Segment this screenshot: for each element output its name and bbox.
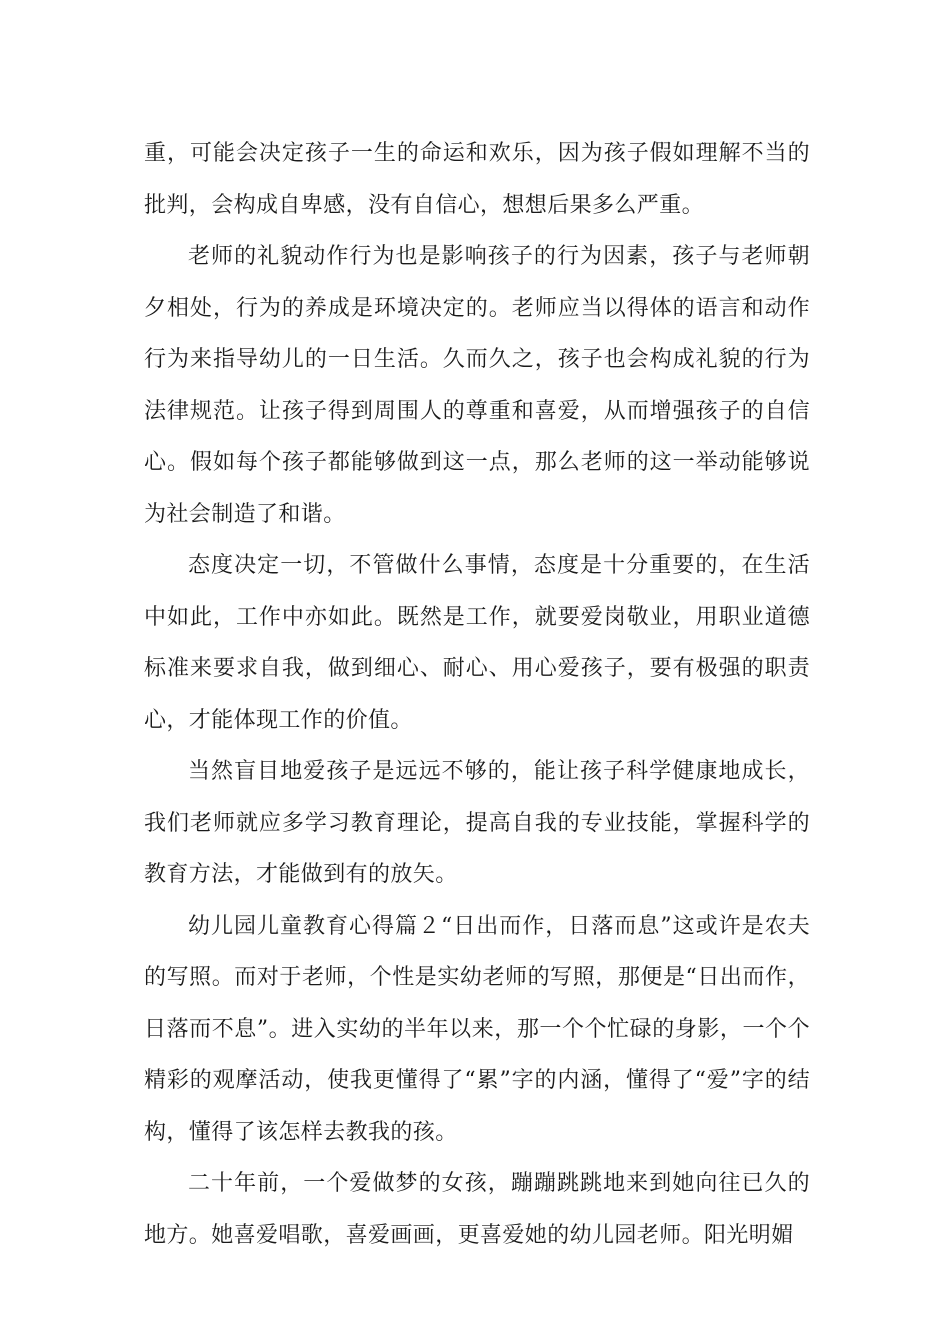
paragraph-attitude: 态度决定一切，不管做什么事情，态度是十分重要的，在生活中如此，工作中亦如此。既然是工作，就要爱岗敬业，用职业道德标准来要求自我，做到细心、耐心、用心爱孩子，要有极强的职责心，才能体现工作的价值。 [144, 553, 810, 733]
paragraph-twenty-years-ago: 二十年前，一个爱做梦的女孩，蹦蹦跳跳地来到她向往已久的地方。她喜爱唱歌，喜爱画画，更喜爱她的幼儿园老师。阳光明媚 [144, 1171, 810, 1248]
document-body [144, 128, 810, 1261]
paragraph-continued: 重，可能会决定孩子一生的命运和欢乐，因为孩子假如理解不当的批判，会构成自卑感，没有自信心，想想后果多么严重。 [144, 141, 810, 218]
paragraph-article-2: 幼儿园儿童教育心得篇２“日出而作，日落而息”这或许是农夫的写照。而对于老师，个性是实幼老师的写照，那便是“日出而作，日落而不息”。进入实幼的半年以来，那一个个忙碌的身影，一个个精彩的观摩活动，使我更懂得了“累”字的内涵，懂得了“爱”字的结构，懂得了该怎样去教我的孩。 [144, 913, 810, 1145]
paragraph-scientific-love: 当然盲目地爱孩子是远远不够的，能让孩子科学健康地成长，我们老师就应多学习教育理论，提高自我的专业技能，掌握科学的教育方法，才能做到有的放矢。 [144, 759, 810, 887]
paragraph-teacher-etiquette: 老师的礼貌动作行为也是影响孩子的行为因素，孩子与老师朝夕相处，行为的养成是环境决定的。老师应当以得体的语言和动作行为来指导幼儿的一日生活。久而久之，孩子也会构成礼貌的行为法律规范。让孩子得到周围人的尊重和喜爱，从而增强孩子的自信心。假如每个孩子都能够做到这一点，那么老师的这一举动能够说为社会制造了和谐。 [144, 244, 810, 527]
